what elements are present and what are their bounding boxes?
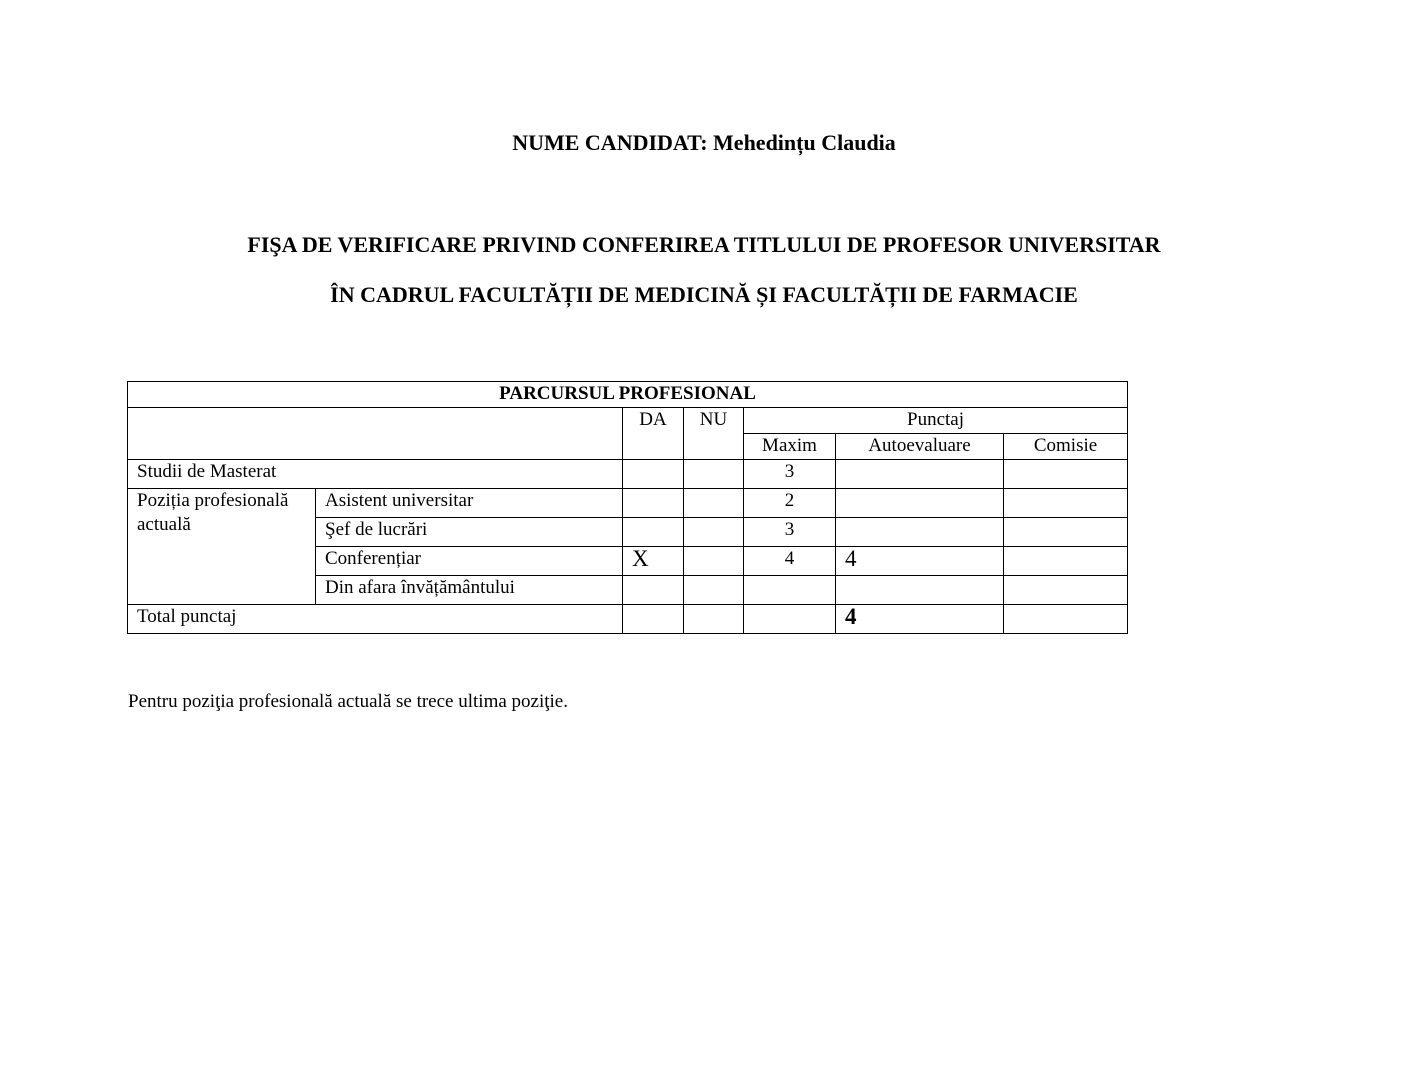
total-autoevaluare: 4 [836,605,1004,634]
cell-da [623,518,684,547]
cell-autoevaluare: 4 [836,547,1004,576]
table-row [128,489,1128,518]
cell-autoevaluare [836,489,1004,518]
row-label-total: Total punctaj [128,605,623,634]
table-row [128,460,1128,489]
cell-maxim: 4 [744,547,836,576]
cell-da [623,460,684,489]
cell-nu [684,489,744,518]
cell-maxim: 2 [744,489,836,518]
cell-comisie [1004,576,1128,605]
table-row-total [128,605,1128,634]
position-label: Conferențiar [316,547,623,576]
cell-nu [684,460,744,489]
cell-nu [684,576,744,605]
header-comisie: Comisie [1004,434,1128,460]
header-maxim: Maxim [744,434,836,460]
cell-autoevaluare [836,518,1004,547]
header-punctaj: Punctaj [744,408,1128,434]
cell-maxim [744,576,836,605]
cell-comisie [1004,518,1128,547]
header-blank-cell [128,408,623,460]
header-da: DA [623,408,684,460]
cell-maxim [744,605,836,634]
section-title: PARCURSUL PROFESIONAL [128,382,1128,408]
cell-comisie [1004,460,1128,489]
cell-nu [684,518,744,547]
cell-autoevaluare [836,460,1004,489]
candidate-name: NUME CANDIDAT: Mehedințu Claudia [512,130,896,155]
form-title-line-2: ÎN CADRUL FACULTĂȚII DE MEDICINĂ ȘI FACULTĂȚII DE FARMACIE [330,282,1078,307]
cell-da: X [623,547,684,576]
cell-autoevaluare [836,576,1004,605]
position-label: Asistent universitar [316,489,623,518]
verification-table [127,381,1128,634]
footnote: Pentru poziţia profesională actuală se trece ultima poziţie. [128,691,568,712]
cell-comisie [1004,489,1128,518]
cell-comisie [1004,605,1128,634]
header-nu: NU [684,408,744,460]
cell-da [623,489,684,518]
cell-da [623,605,684,634]
cell-comisie [1004,547,1128,576]
position-label: Din afara învățământului [316,576,623,605]
row-label-pozitia: Poziția profesională actuală [128,489,316,605]
cell-da [623,576,684,605]
cell-maxim: 3 [744,460,836,489]
row-label-masterat: Studii de Masterat [128,460,623,489]
position-label: Şef de lucrări [316,518,623,547]
cell-nu [684,547,744,576]
cell-maxim: 3 [744,518,836,547]
form-title-line-1: FIŞA DE VERIFICARE PRIVIND CONFERIREA TITLULUI DE PROFESOR UNIVERSITAR [247,232,1161,257]
header-autoevaluare: Autoevaluare [836,434,1004,460]
cell-nu [684,605,744,634]
